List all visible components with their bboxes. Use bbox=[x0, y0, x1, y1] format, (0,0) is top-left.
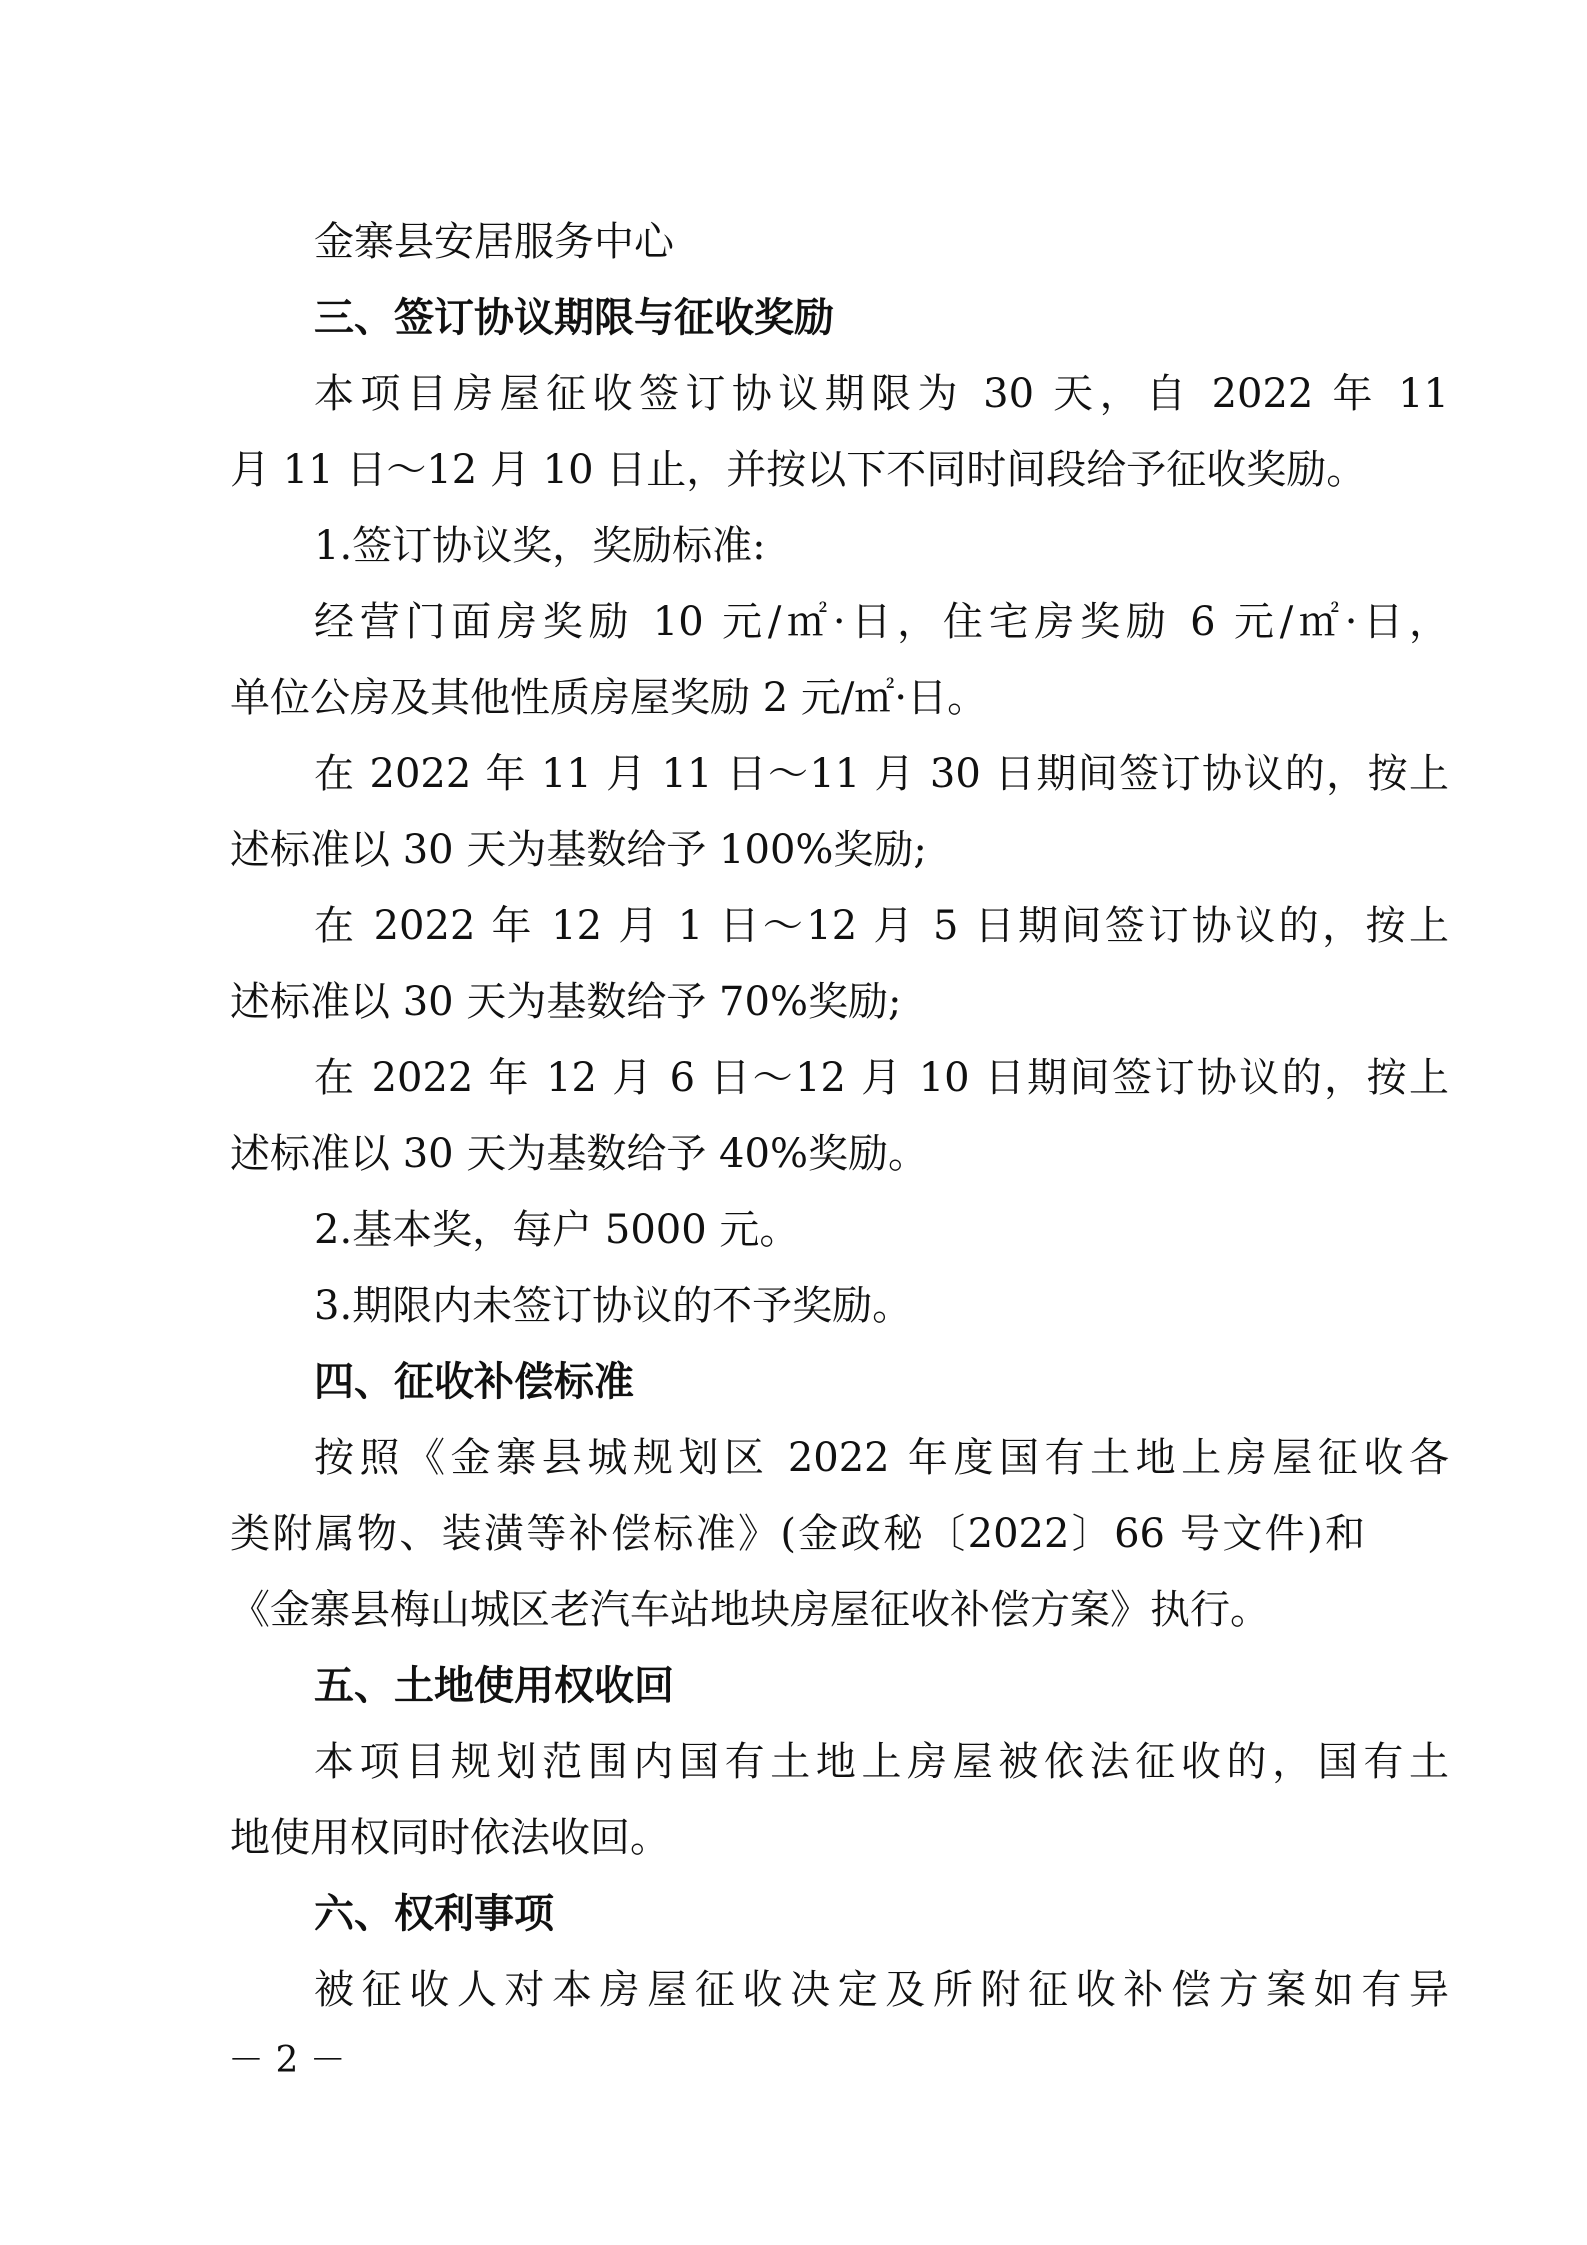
body-line: 述标准以 30 天为基数给予 40%奖励。 bbox=[230, 1131, 928, 1177]
body-line: 本项目房屋征收签订协议期限为 30 天，自 2022 年 11 bbox=[314, 371, 1449, 417]
section-heading: 五、土地使用权收回 bbox=[314, 1663, 674, 1709]
body-line: 经营门面房奖励 10 元/㎡·日，住宅房奖励 6 元/㎡·日， bbox=[314, 599, 1449, 645]
section-heading: 六、权利事项 bbox=[314, 1891, 554, 1937]
body-line: 单位公房及其他性质房屋奖励 2 元/㎡·日。 bbox=[230, 675, 988, 721]
body-line: 被征收人对本房屋征收决定及所附征收补偿方案如有异 bbox=[314, 1967, 1449, 2013]
body-line: 按照《金寨县城规划区 2022 年度国有土地上房屋征收各 bbox=[314, 1435, 1449, 1481]
section-heading: 四、征收补偿标准 bbox=[314, 1359, 634, 1405]
body-line: 在 2022 年 12 月 1 日～12 月 5 日期间签订协议的，按上 bbox=[314, 903, 1449, 949]
body-line: 《金寨县梅山城区老汽车站地块房屋征收补偿方案》执行。 bbox=[230, 1587, 1270, 1633]
body-line: 地使用权同时依法收回。 bbox=[230, 1815, 670, 1861]
body-line: 2.基本奖，每户 5000 元。 bbox=[314, 1207, 800, 1253]
body-line: 金寨县安居服务中心 bbox=[314, 219, 674, 265]
body-line: 在 2022 年 11 月 11 日～11 月 30 日期间签订协议的，按上 bbox=[314, 751, 1449, 797]
page-number: － 2 － bbox=[228, 2040, 346, 2081]
body-line: 类附属物、装潢等补偿标准》(金政秘〔2022〕66 号文件)和 bbox=[230, 1511, 1365, 1557]
body-line: 述标准以 30 天为基数给予 100%奖励; bbox=[230, 827, 927, 873]
body-line: 述标准以 30 天为基数给予 70%奖励; bbox=[230, 979, 902, 1025]
body-line: 3.期限内未签订协议的不予奖励。 bbox=[314, 1283, 913, 1329]
section-heading: 三、签订协议期限与征收奖励 bbox=[314, 295, 834, 341]
body-line: 本项目规划范围内国有土地上房屋被依法征收的，国有土 bbox=[314, 1739, 1449, 1785]
body-line: 1.签订协议奖，奖励标准: bbox=[314, 523, 766, 569]
body-line: 月 11 日～12 月 10 日止，并按以下不同时间段给予征收奖励。 bbox=[230, 447, 1367, 493]
body-line: 在 2022 年 12 月 6 日～12 月 10 日期间签订协议的，按上 bbox=[314, 1055, 1449, 1101]
